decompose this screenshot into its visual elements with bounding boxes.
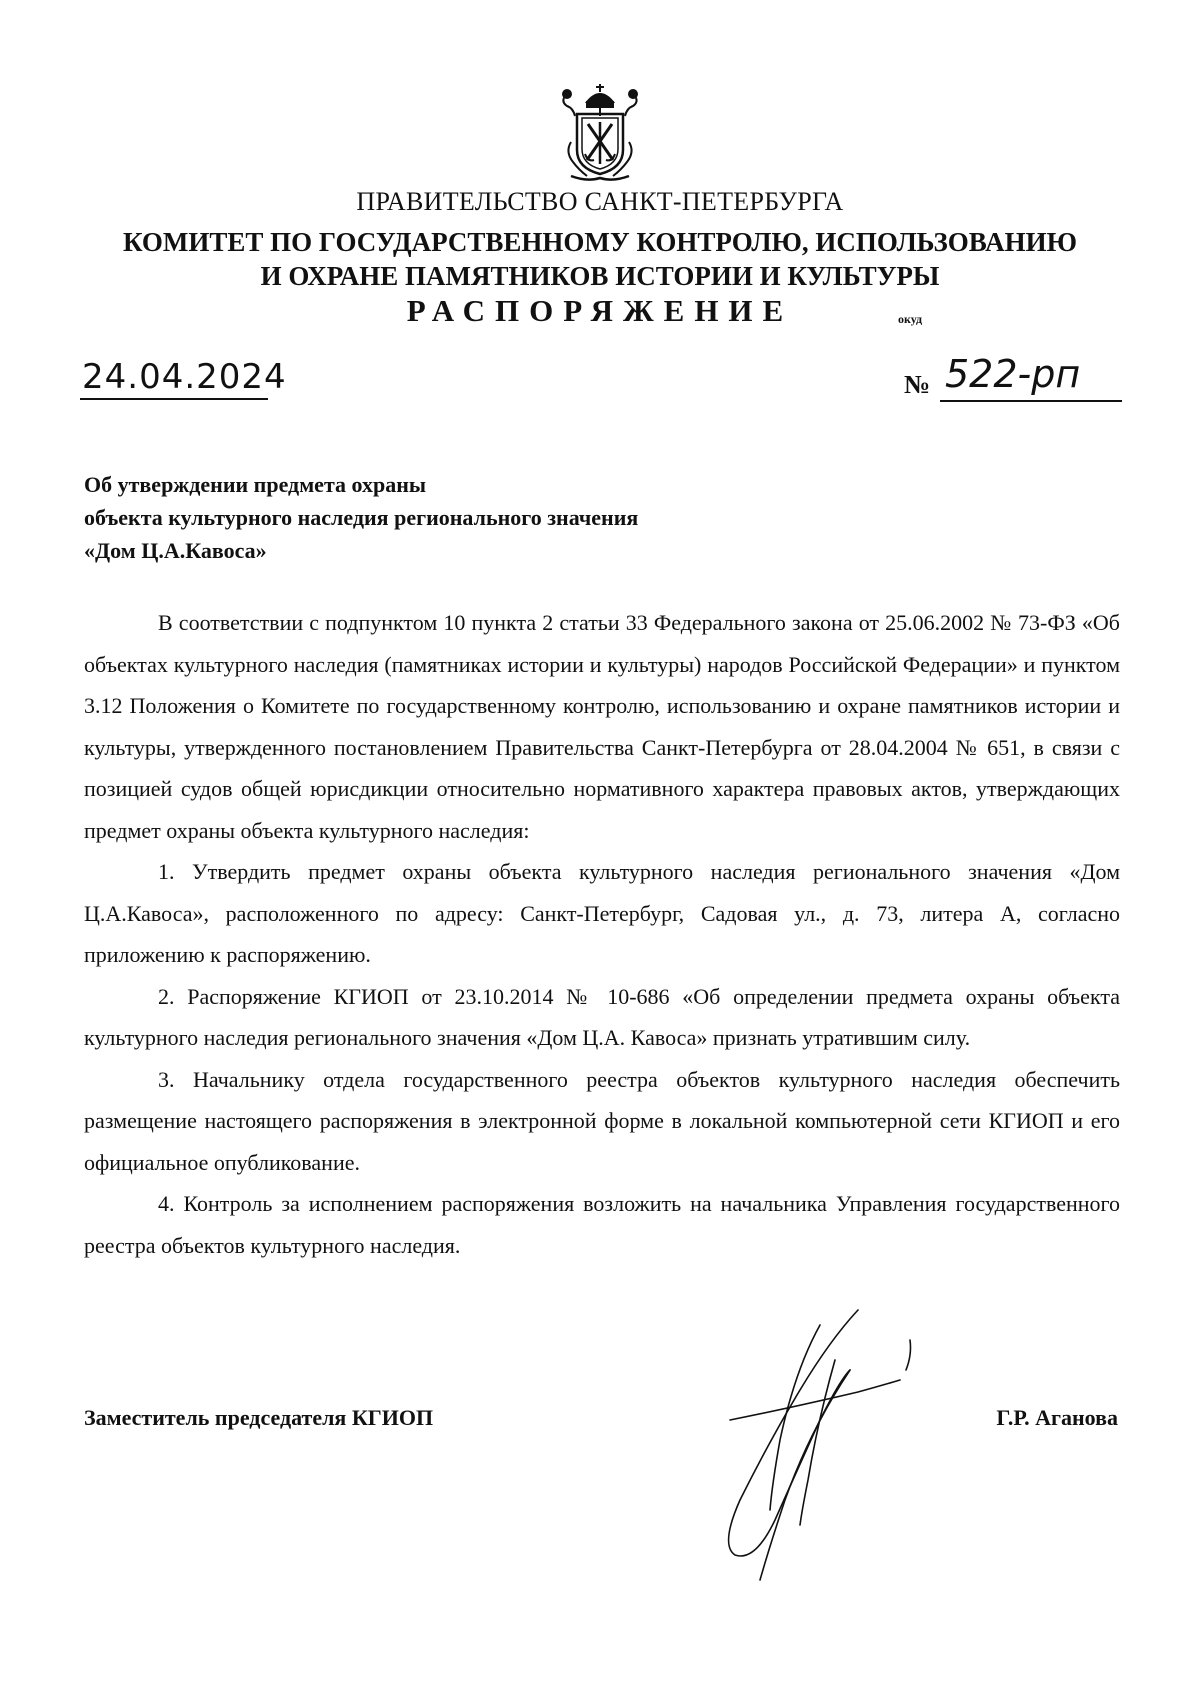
document-subject — [84, 468, 638, 567]
document-type-title: РАСПОРЯЖЕНИЕ — [406, 293, 794, 328]
coat-of-arms-icon — [557, 80, 643, 184]
signer-title: Заместитель председателя КГИОП — [84, 1405, 434, 1430]
document-number: 522-рп — [945, 352, 1081, 396]
order-item-2: 2. Распоряжение КГИОП от 23.10.2014 № 10-686 «Об определении предмета охраны объекта культурного наследия регионального значения «Дом Ц.А. Кавоса» признать утратившим силу. — [84, 983, 1120, 1050]
number-underline — [940, 400, 1122, 402]
order-item-1: 1. Утвердить предмет охраны объекта культурного наследия регионального значения «Дом Ц.А.Кавоса», расположенного по адресу: Санкт-Петербург, Садовая ул., д. 73, литера А, согласно приложению к распоряжению. — [84, 859, 1120, 967]
signer-name: Г.Р. Аганова — [996, 1405, 1118, 1430]
preamble-paragraph: В соответствии с подпунктом 10 пункта 2 статьи 33 Федерального закона от 25.06.2002 № 73-ФЗ «Об объектах культурного наследия (памятниках истории и культуры) народов Российской Федерации» и пунктом 3.12 Положения о Комитете по государственному контролю, использованию и охране памятников истории и культуры, утвержденного постановлением Правительства Санкт-Петербурга от 28.04.2004 № 651, в связи с позицией судов общей юрисдикции относительно нормативного характера правовых актов, утверждающих предмет охраны объекта культурного наследия: — [84, 610, 1120, 843]
order-item-4: 4. Контроль за исполнением распоряжения возложить на начальника Управления государственного реестра объектов культурного наследия. — [84, 1191, 1120, 1258]
government-name: ПРАВИТЕЛЬСТВО САНКТ-ПЕТЕРБУРГА — [356, 187, 844, 216]
number-sign: № — [904, 370, 931, 399]
committee-name-line-2: И ОХРАНЕ ПАМЯТНИКОВ ИСТОРИИ И КУЛЬТУРЫ — [260, 261, 940, 291]
handwritten-signature-icon — [700, 1300, 930, 1590]
okud-label: окуд — [898, 312, 923, 326]
committee-name — [0, 225, 1200, 293]
subject-line: объекта культурного наследия регионального значения — [84, 505, 639, 530]
document-date: 24.04.2024 — [82, 357, 287, 397]
subject-line: «Дом Ц.А.Кавоса» — [84, 538, 267, 563]
date-underline — [80, 398, 268, 400]
order-item-3: 3. Начальнику отдела государственного реестра объектов культурного наследия обеспечить размещение настоящего распоряжения в электронной форме в локальной компьютерной сети КГИОП и его официальное опубликование. — [84, 1066, 1120, 1175]
committee-name-line-1: КОМИТЕТ ПО ГОСУДАРСТВЕННОМУ КОНТРОЛЮ, ИСПОЛЬЗОВАНИЮ — [123, 227, 1077, 257]
document-body — [84, 602, 1120, 1266]
subject-line: Об утверждении предмета охраны — [84, 472, 427, 497]
